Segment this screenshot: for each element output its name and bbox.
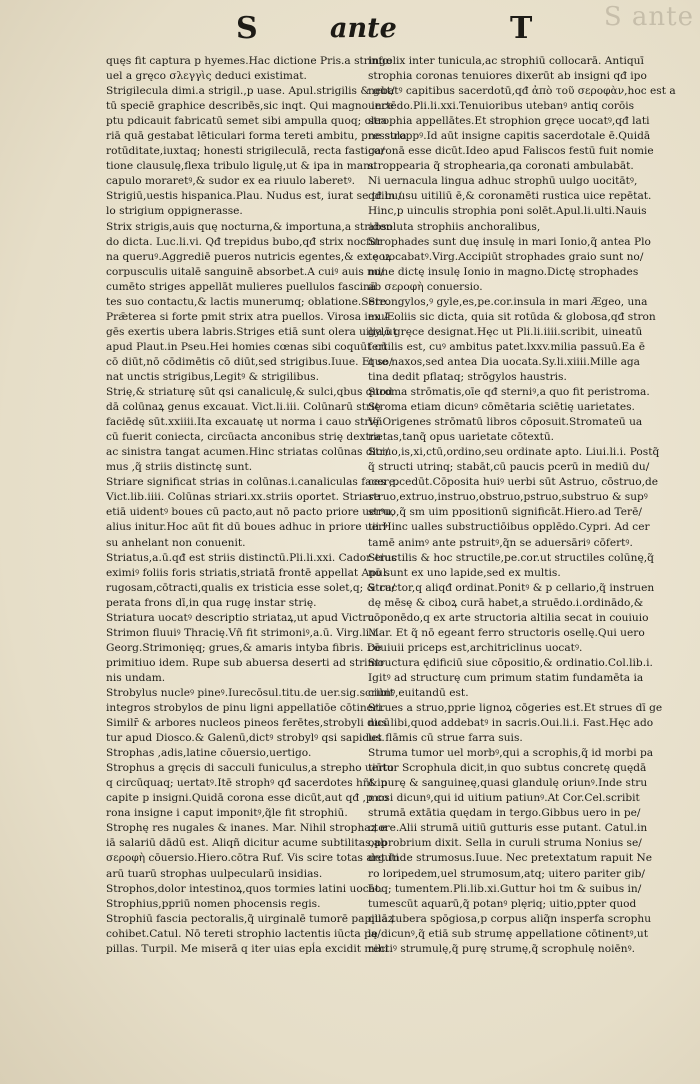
text-line: Structor,q aliqđ ordinat.Ponitꝰ & p cellario,q̃ instruen [368,581,655,594]
text-line: tes suo contactu,& lactis munerumq; oblatione.Sere. [106,295,390,308]
text-line: coronā esse dicūt.Ideo apud Faliscos festū fuit nomie [368,145,654,158]
text-line: lę dicunꝰ,q̃ etiā sub strumę appellatione cōtinentꝰ,ut [368,927,648,940]
text-line: ro loripedem,uel strumosum,atq; uitero pariter gib/ [368,867,645,880]
text-line: corpusculis uitalē sanguinē absorbet.A cuiꝰ auis no/ [106,265,384,278]
text-line: ac sinistra tangat acumen.Hinc striatas colūnas dici/ [106,446,389,459]
text-line: Strophos,dolor intestinoꝝ,quos tormies latini uocāt. [106,882,383,895]
text-line: quā tubera spōgiosa,p corpus aliq̃n insperfa scrophu [368,912,652,925]
text-line: ctore.Alii strumā uitiū gutturis esse putant. Catul.in [368,822,648,835]
text-line: nat unctis strigibus,Legitꝰ & strigilibus. [106,370,319,383]
text-line: Strophius,ppriū nomen phocensis regis. [106,897,321,910]
text-line: ptu pdicauit fabricatū semet sibi ampulla quoq; olea [106,115,387,128]
text-line: primitiuo idem. Rupe sub abuersa deserti ad strimo [106,656,384,669]
text-line: etiā uidentꝰ boues cū pacto,aut nō pacto priore uerꝰu, [106,506,395,519]
text-line: alius initur.Hoc aūt fit dū boues adhuc in priore uerꝰ [106,521,388,534]
text-line: boq; tumentem.Pli.lib.xi.Guttur hoi tm & suibus in/ [368,882,642,895]
text-line: Struo,is,xi,ctū,ordino,seu ordinate apto. Liui.li.i. Postq̃ [368,446,660,459]
text-line: fertilis est, cuꝰ ambitus patet.lxxv.milia passuū.Ea ē [368,340,646,353]
text-line: Struma tumor uel morbꝰ,qui a scrophis,q̃ id morbi pa [368,747,654,760]
text-line: uel a gręco σλεγγὶς deduci existimat. [106,70,307,83]
text-line: qđ in usu uitiliū ē,& coronamēti rustica uice repētat. [368,190,652,203]
text-line: rietas,tanq̃ opus uarietate cōtextū. [368,431,555,444]
text-line: integros strobylos de pinu ligni appellatiōe cōtineri. [106,702,385,715]
text-line: Strophus a gręcis di sacculi funiculus,a strepho uerto [106,762,394,775]
text-line: Strobylus nucleꝰ pineꝰ.Iurecōsul.titu.de uer.sig.scribit [106,686,394,699]
text-line: Ni uernacula lingua adhuc strophū uulgo uocitātꝰ, [368,175,638,188]
text-line: Structura ędificiū siue cōpositio,& ordinatio.Col.lib.i. [368,656,653,669]
show-through-text: S ante [603,2,694,32]
text-line: Strophę res nugales & inanes. Mar. Nihil strophaꝝ e [106,822,387,835]
text-line: Striatura uocatꝰ descriptio striataꝝ,ut apud Victru. [106,611,378,624]
text-line: Strophas ,adis,latine cōuersio,uertigo. [106,747,312,760]
text-line: cū fuerit coniecta, circūacta anconibus strię dextra [106,431,382,444]
text-line: tamē animꝰ ante pstruitꝰ,q̃n se aduersāriꝰ cōfertꝰ. [368,536,633,549]
text-line: absoluta strophiis anchoralibus, [368,220,541,233]
text-line: & purę & sanguineę,quasi glandulę oriunꝰ.Inde stru [368,777,648,790]
text-line: gylō gręce designat.Hęc ut Pli.li.iiii.scribit, uineatū [368,325,643,338]
text-line: infœlix inter tunicula,ac strophiū collocarā. Antiquī [368,55,644,67]
text-line: ces ,pcedūt.Cōposita huiꝰ uerbi sūt Astruo, cōstruo,de [368,476,659,489]
text-line: Striare significat strias in colūnas.i.canaliculas facere. [106,476,399,489]
text-line: Striatus,a.ū.qđ est striis distinctū.Pli.li.xxi. Cador eius [106,551,397,564]
text-line: Stroma etiam dicunꝰ cōmētaria sciētię uarietates. [368,401,635,414]
text-line: strumā extātia quędam in tergo.Gibbus uero in pe/ [368,807,641,820]
text-line: dā colūnaꝝ genus excauat. Vict.li.iii. Colūnarū strię [106,401,381,414]
text-line: tione clausulę,flexa tribulo ligulę,ut & ipa in manu [106,160,377,173]
text-line: gēs exertis ubera labris.Striges etiā sunt olera uilia,ut [106,325,397,338]
text-line: nis undam. [106,671,166,684]
text-line: cohibet.Catul. Nō tereti strophio lactentis iūcta pa/ [106,927,381,940]
text-line: mosi dicunꝰ,qui id uitium patiunꝰ.At Cor.Cel.scribit [368,792,640,805]
text-line: q̃ structi utrinq; stabāt,cū paucis pcerū in mediū du/ [368,461,650,474]
text-line: Strongylos,ꝰ gyle,es,pe.cor.insula in mari Ægeo, una [368,295,648,308]
header-left-letter: S [236,11,258,46]
text-line: riā quā gestabat lēticulari forma tereti ambitu, pressula [106,130,407,143]
text-line: let flāmis cū strue farra suis. [368,732,523,745]
text-line: ne stroppꝰ.Id aūt insigne capitis sacerdotale ē.Quidā [368,130,651,143]
text-line: strophia coronas tenuiores dixerūt ab insigni qđ ipo [368,70,647,83]
text-line: ex Æoliis sic dicta, quia sit rotūda & globosa,qđ stron [368,310,656,323]
text-line: q circūquaq; uertatꝰ.Itē strophꝰ qđ sacerdotes hñt in [106,777,388,790]
text-line: cō diūt,nō cōdimētis cō diūt,sed strigibus.Iuue. Et so/ [106,355,393,368]
text-line: su anhelant non conuenit. [106,536,246,549]
text-line: cumēto striges appellāt mulieres puellulos fascinā [106,280,377,293]
header-right-letter: T [510,11,533,46]
text-line: faciēdę sūt.xxiiii.Ita excauatę ut norma i cauo strię [106,416,380,429]
text-line: lo strigium oppignerasse. [106,205,243,218]
header-center-word: ante [330,13,397,44]
text-line: tū speciē graphice describēs,sic inqt. Qui magno ince [106,100,394,113]
text-line: VñOrigenes strōmatū libros cōposuit.Stromateū ua [368,416,643,429]
text-line: tii.Hinc ualles substructiōibus opplēdo.Cypri. Ad cer [368,521,650,534]
text-line: Strigilecula dimi.a strigil.,p uase. Apul.strigilis & gut/ [106,85,395,98]
text-line: strophia appellātes.Et strophion gręce uocatꝰ,qđ lati [368,115,650,128]
text-line: que naxos,sed antea Dia uocata.Sy.li.xiiii.Mille aga [368,355,640,368]
text-line: tiūtur Scrophula dicit,in quo subtus concretę quędā [368,762,647,775]
text-line: apud Plaut.in Pseu.Hei homies cœnas sibi coquūt cū [106,340,388,353]
text-line: na queruꝰ.Aggrediē pueros nutricis egentes,& ex eoꝝ [106,250,392,263]
text-line: tina dedit pflataq; strōgylos haustris. [368,370,567,383]
text-line: capulo moraretꝰ,& sudor ex ea riuulo laberetꝰ. [106,175,355,188]
text-line: Strophades sunt duę insulę in mari Ionio,q̃ antea Plo [368,235,651,248]
running-header [0,10,700,50]
text-line: Strię,& striaturę sūt qsi canaliculę,& sulci,qbus quod [106,386,393,399]
text-line: arū tuarū strophas uulpecularū insidias. [106,867,323,880]
text-line: Prǣterea si forte pmit strix atra puellos. Virosa imul [106,310,389,323]
text-line: perata frons dī,in qua rugę instar strię. [106,596,317,609]
text-line: Similr̄ & arbores nucleos pineos ferētes,strobyli dicū [106,717,391,730]
text-line: Strues a struo,pprie lignoꝝ cōgeries est.Et strues dī ge [368,702,663,715]
text-line: rotūditate,iuxtaq; honesti strigileculā, recta fastiga/ [106,145,385,158]
text-line: ab σεροφὴ conuersio. [368,280,483,293]
text-line: do dicta. Luc.li.vi. Qđ trepidus bubo,qđ strix nocfur [106,235,382,248]
text-line: Structilis & hoc structile,pe.cor.ut structiles colūnę,q̃ [368,551,654,564]
text-line: Vict.lib.iiii. Colūnas striari.xx.striis oportet. Striare [106,491,380,504]
text-line: tur apud Diosco.& Galenū,dictꝰ strobylꝰ qsi sapidus. [106,732,385,745]
text-line: nō sunt ex uno lapide,sed ex multis. [368,566,561,579]
text-line: Strix strigis,auis quę nocturna,& importuna,a striden [106,220,393,233]
text-line: cōuiuii priceps est,architriclinus uocatꝰ. [368,641,583,654]
left-text-column [106,54,407,957]
text-line: mus ,q̃ striis distinctę sunt. [106,461,253,474]
text-line: mine dictę insulę Ionio in magno.Dictę strophades [368,265,639,278]
text-line: Igitꝰ ad structurę cum primum statim fundamēta ia [368,671,644,684]
text-line: Strophiū fascia pectoralis,q̃ uirginalē tumorē papillaꝝ [106,912,394,925]
text-line: Stroma strōmatis,oīe qđ sterniꝰ,a quo fit peristroma. [368,386,650,399]
text-line: Georg.Strimonięq; grues,& amaris intyba fibris. De [106,641,382,654]
text-line: capite p insigni.Quidā corona esse dicūt,aut qđ ,p co [106,792,389,805]
text-line: opprobrium dixit. Sella in curuli struma Nonius se/ [368,837,642,850]
text-line: pillas. Turpil. Me miserā q iter uias epĺa excidit mihi [106,942,389,955]
text-line: tumescūt aquarū,q̃ potanꝰ plęriq; uitio,ppter quod [368,897,637,910]
text-line: nus libi,quod addebatꝰ in sacris.Oui.li.i. Fast.Hęc ado [368,717,654,730]
text-line: rectiꝰ strumulę,q̃ purę strumę,q̃ scrophulę noiēnꝰ. [368,942,636,955]
text-line: uertēdo.Pli.li.xxi.Tenuioribus utebanꝰ antiq corōis [368,100,635,113]
text-line: Mar. Et q̃ nō egeant ferro structoris osellę.Qui uero [368,626,645,639]
text-line: ciunꝰ,euitandū est. [368,686,469,699]
text-line: det.Inde strumosus.Iuue. Nec pretextatum rapuit Ne [368,852,653,865]
text-line: eximiꝰ foliis foris striatis,striatā frontē appellat Apul. [106,566,390,579]
text-line: cōponēdo,q ex arte structoria altilia secat in couiuio [368,611,649,624]
text-line: dę mēsę & ciboꝝ curā habet,a struēdo.i.ordinādo,& [368,596,644,609]
text-line: σεροφὴ cōuersio.Hiero.cōtra Ruf. Vis scire totas arguti [106,852,399,865]
text-line: Strigiū,uestis hispanica.Plau. Nudus est, iurat se tribu/ [106,190,402,203]
text-line: rona insigne i caput imponitꝰ,q̃le fit strophiū. [106,807,348,820]
text-line: nebatꝰ capitibus sacerdotū,qđ ἀπὸ τοῦ σεροφὰν,hoc est a [368,85,676,98]
text-line: struo,q̃ sm uim ppositionū significāt.Hiero.ad Terē/ [368,506,642,519]
text-line: rugosam,cōtracti,qualis ex tristicia esse solet,q; & ca/ [106,581,396,594]
text-line: Hinc,p uinculis strophia poni solēt.Apul.li.ulti.Nauis [368,205,647,218]
text-line: iā salariū dādū est. Aliqñ dicitur acume subtilitas,ab [106,837,388,850]
text-line: quęs fit captura p hyemes.Hac dictione Pris.a stringo [106,55,393,67]
text-line: stroppearia q̃ strophearia,qa coronati ambulabāt. [368,160,634,173]
text-line: Strimon fluuiꝰ Thracię.Vñ fit strimoniꝰ,a.ū. Virg.li.i. [106,626,380,639]
text-line: tę uocabatꝰ.Virg.Accipiūt strophades graio sunt no/ [368,250,644,263]
right-text-column [368,54,676,957]
text-line: struo,extruo,instruo,obstruo,pstruo,substruo & supꝰ [368,491,648,504]
